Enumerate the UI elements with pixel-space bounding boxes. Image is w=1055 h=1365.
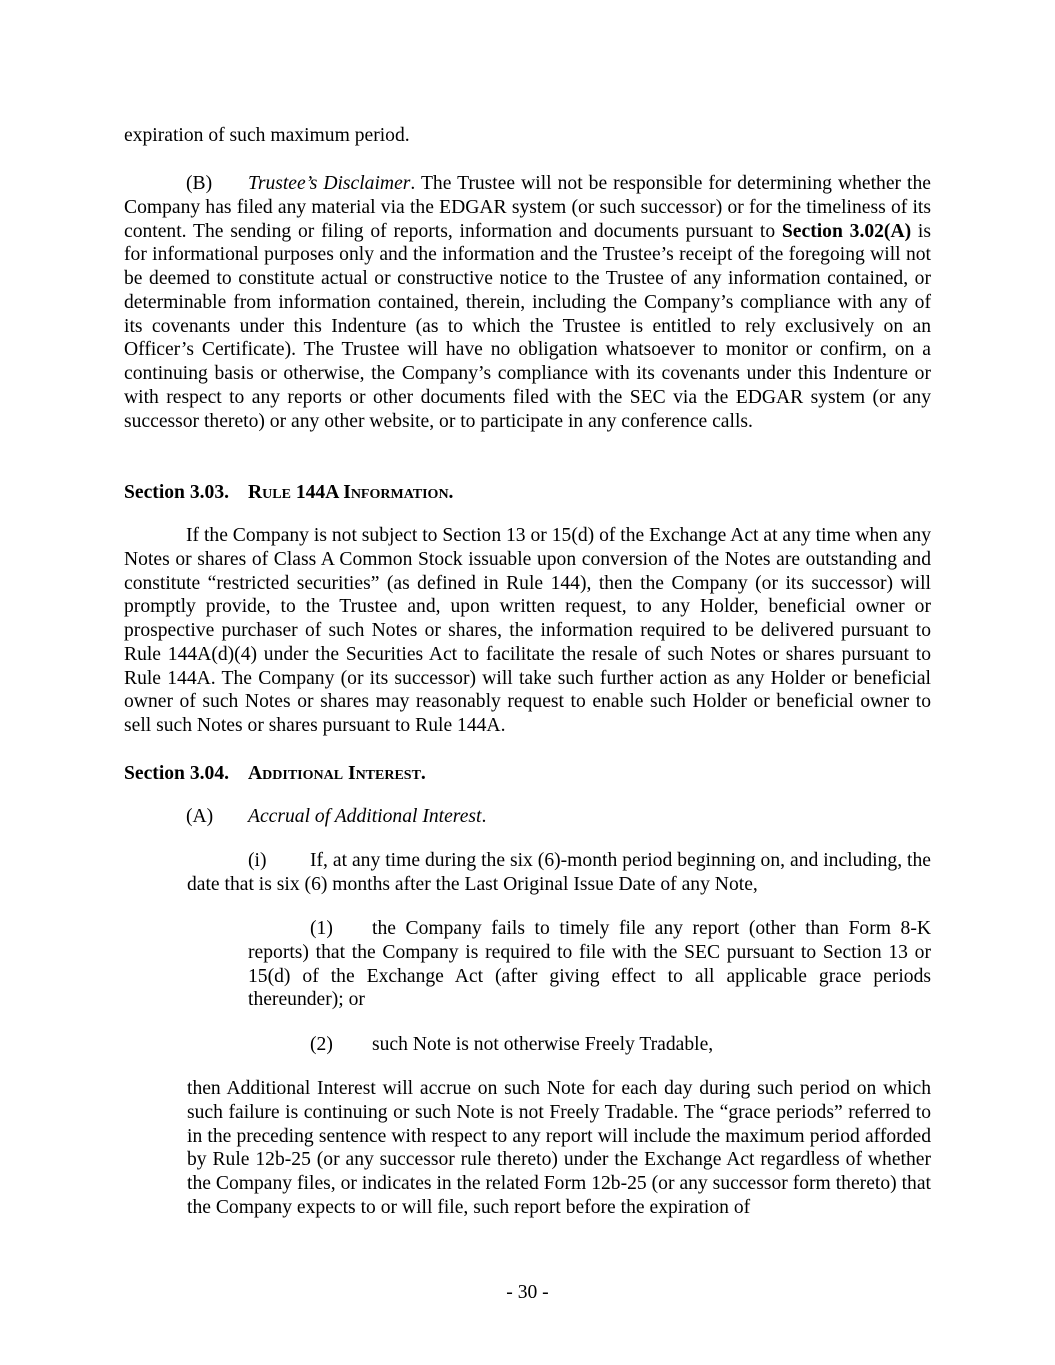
clause-label: (B) <box>186 173 213 194</box>
clause-label: (A) <box>186 806 214 827</box>
clause-title: Accrual of Additional Interest <box>248 806 482 827</box>
paragraph-text: If the Company is not subject to Section 13 or 15(d) of the Exchange Act at any time when any Notes or shares of Class A Common Stock issuable upon conversion of the Notes are outstanding and constitute “restricted securities” (as defined in Rule 144), then the Company (or its successor) will promptly provide, to the Trustee and, upon written request, to any Holder, beneficial owner or prospective purchaser of such Notes or shares, the information required to be delivered pursuant to Rule 144A(d)(4) under the Securities Act to facilitate the resale of such Notes or shares pursuant to Rule 144A. The Company (or its successor) will take such further action as any Holder or beneficial owner of such Notes or shares may reasonably request to enable such Holder or beneficial owner to sell such Notes or shares pursuant to Rule 144A. <box>124 525 931 736</box>
paragraph-continuation <box>124 124 931 148</box>
clause-title: Trustee’s Disclaimer <box>248 173 411 194</box>
section-title: Rule 144A Information. <box>248 482 454 503</box>
clause-1 <box>248 917 931 1012</box>
clause-text: the Company fails to timely file any report (other than Form 8-K reports) that the Company is required to file with the SEC pursuant to Section 13 or 15(d) of the Exchange Act (after giving effect to all applicable grace periods thereunder); or <box>248 918 931 1011</box>
section-reference: Section 3.02(A) <box>781 220 912 242</box>
section-heading-3-04 <box>124 762 931 786</box>
section-heading-3-03 <box>124 481 931 505</box>
paragraph-trustee-disclaimer <box>124 172 931 433</box>
clause-label: (1) <box>310 918 333 939</box>
paragraph-rule-144a <box>124 524 931 738</box>
clause-text: such Note is not otherwise Freely Tradable, <box>372 1034 714 1055</box>
section-number: Section 3.03. <box>124 482 230 503</box>
section-number: Section 3.04. <box>124 763 230 784</box>
paragraph-text: expiration of such maximum period. <box>124 125 410 146</box>
clause-2 <box>248 1033 931 1057</box>
paragraph-text: is for informational purposes only and the information and the Trustee’s receipt of the foregoing will not be deemed to constitute actual or constructive notice to the Trustee of any information contained, or determinable from information contained, therein, including the Company’s compliance with any of its covenants under this Indenture (as to which the Trustee is entitled to rely exclusively on an Officer’s Certificate). The Trustee will have no obligation whatsoever to monitor or confirm, on a continuing basis or otherwise, the Company’s compliance with its covenants under this Indenture or with respect to any reports or other documents filed with the SEC via the EDGAR system (or any successor thereto) or any other website, or to participate in any conference calls. <box>124 220 931 432</box>
paragraph-text: then Additional Interest will accrue on such Note for each day during such period on which such failure is continuing or such Note is not Freely Tradable. The “grace periods” referred to in the preceding sentence with respect to any report will include the maximum period afforded by Rule 12b-25 (or any successor rule thereto) under the Exchange Act regardless of whether the Company files, or indicates in the related Form 12b-25 (or any successor form thereto) that the Company expects to or will file, such report before the expiration of <box>187 1078 931 1218</box>
punctuation: . <box>481 806 487 827</box>
clause-label: (i) <box>248 850 267 871</box>
clause-label: (2) <box>310 1034 333 1055</box>
section-title: Additional Interest. <box>248 763 426 784</box>
subsection-a-heading <box>124 805 931 829</box>
clause-text: If, at any time during the six (6)-month period beginning on, and including, the date that is six (6) months after the Last Original Issue Date of any Note, <box>187 850 931 895</box>
paragraph-then <box>187 1077 931 1220</box>
paragraph-text: . The Trustee will not be responsible for determining whether the Company has filed any material via the EDGAR system (or such successor) or for the timeliness of its content. The sending or filing of reports, information and documents pursuant to <box>124 173 931 242</box>
clause-i <box>187 849 931 897</box>
page-number: - 30 - <box>506 1282 549 1303</box>
